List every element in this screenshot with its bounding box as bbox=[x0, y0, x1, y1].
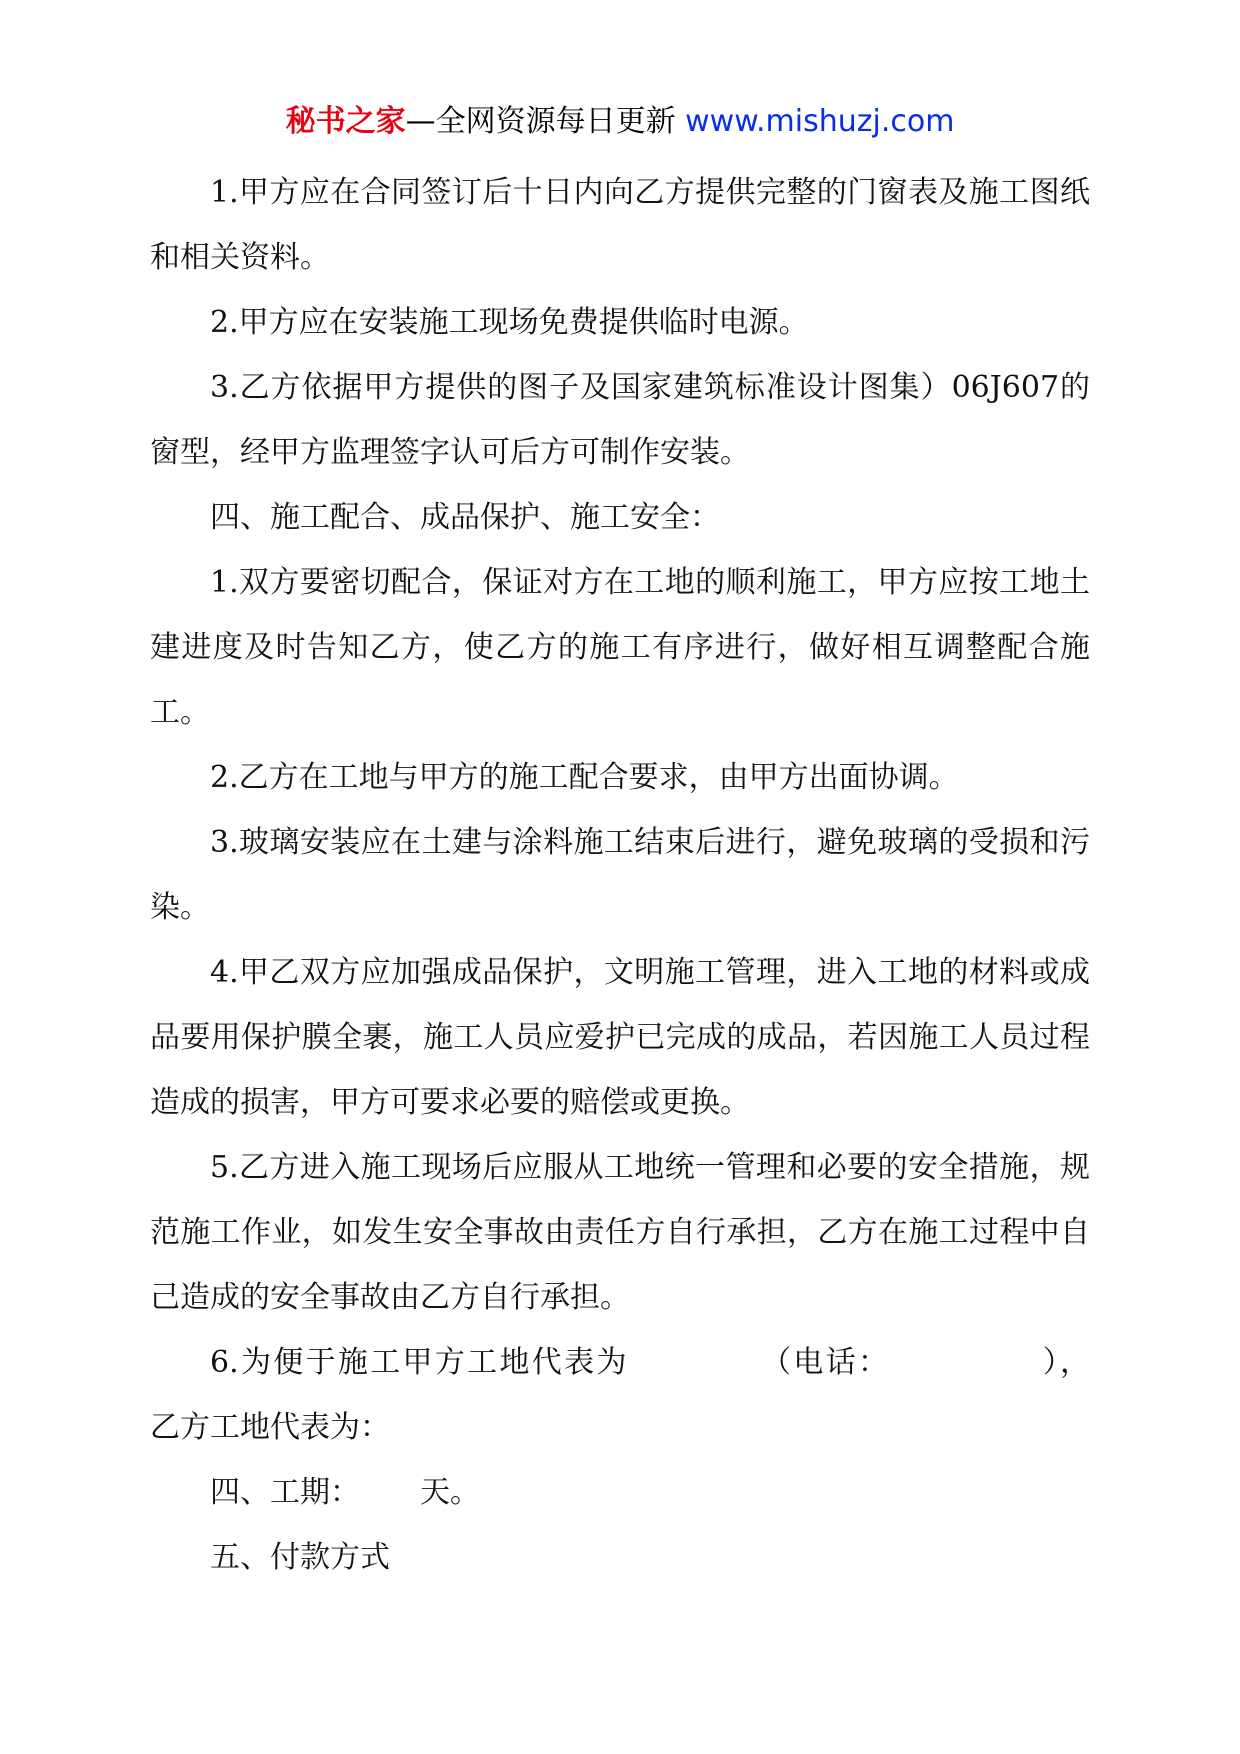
paragraph-8: 5.乙方进入施工现场后应服从工地统一管理和必要的安全措施，规范施工作业，如发生安全事故由责任方自行承担，乙方在施工过程中自己造成的安全事故由乙方自行承担。 bbox=[150, 1150, 1090, 1315]
duration-label: 四、工期： bbox=[210, 1475, 360, 1510]
header-tagline: —全网资源每日更新 bbox=[405, 104, 686, 139]
paragraph-7: 4.甲乙双方应加强成品保护，文明施工管理，进入工地的材料或成品要用保护膜全裹，施工人员应爱护已完成的成品，若因施工人员过程造成的损害，甲方可要求必要的赔偿或更换。 bbox=[150, 955, 1090, 1120]
paragraph-4: 1.双方要密切配合，保证对方在工地的顺利施工，甲方应按工地土建进度及时告知乙方，使乙方的施工有序进行，做好相互调整配合施工。 bbox=[150, 565, 1090, 730]
paragraph-1: 1.甲方应在合同签订后十日内向乙方提供完整的门窗表及施工图纸和相关资料。 bbox=[150, 175, 1090, 275]
rep-text-end: ）， bbox=[1040, 1345, 1091, 1380]
section-heading-duration bbox=[150, 1460, 1090, 1525]
paragraph-3: 3.乙方依据甲方提供的图子及国家建筑标准设计图集）06J607的窗型，经甲方监理签字认可后方可制作安装。 bbox=[150, 370, 1090, 470]
paragraph-b-rep: 乙方工地代表为： bbox=[150, 1410, 390, 1445]
paragraph-representatives bbox=[150, 1330, 1090, 1395]
brand-name: 秘书之家 bbox=[285, 104, 406, 139]
paragraph-5: 2.乙方在工地与甲方的施工配合要求，由甲方出面协调。 bbox=[210, 760, 959, 795]
duration-unit: 天。 bbox=[420, 1475, 480, 1510]
paragraph-6: 3.玻璃安装应在土建与涂料施工结束后进行，避免玻璃的受损和污染。 bbox=[150, 825, 1090, 925]
section-heading-payment: 五、付款方式 bbox=[210, 1540, 390, 1575]
section-heading-construction: 四、施工配合、成品保护、施工安全： bbox=[210, 500, 720, 535]
site-header bbox=[0, 100, 1240, 144]
phone-label: （电话： bbox=[758, 1345, 891, 1380]
site-url[interactable]: www.mishuzj.com bbox=[685, 104, 955, 139]
paragraph-2: 2.甲方应在安装施工现场免费提供临时电源。 bbox=[210, 305, 809, 340]
document-body bbox=[150, 160, 1090, 1590]
rep-text: 6.为便于施工甲方工地代表为 bbox=[210, 1345, 629, 1380]
